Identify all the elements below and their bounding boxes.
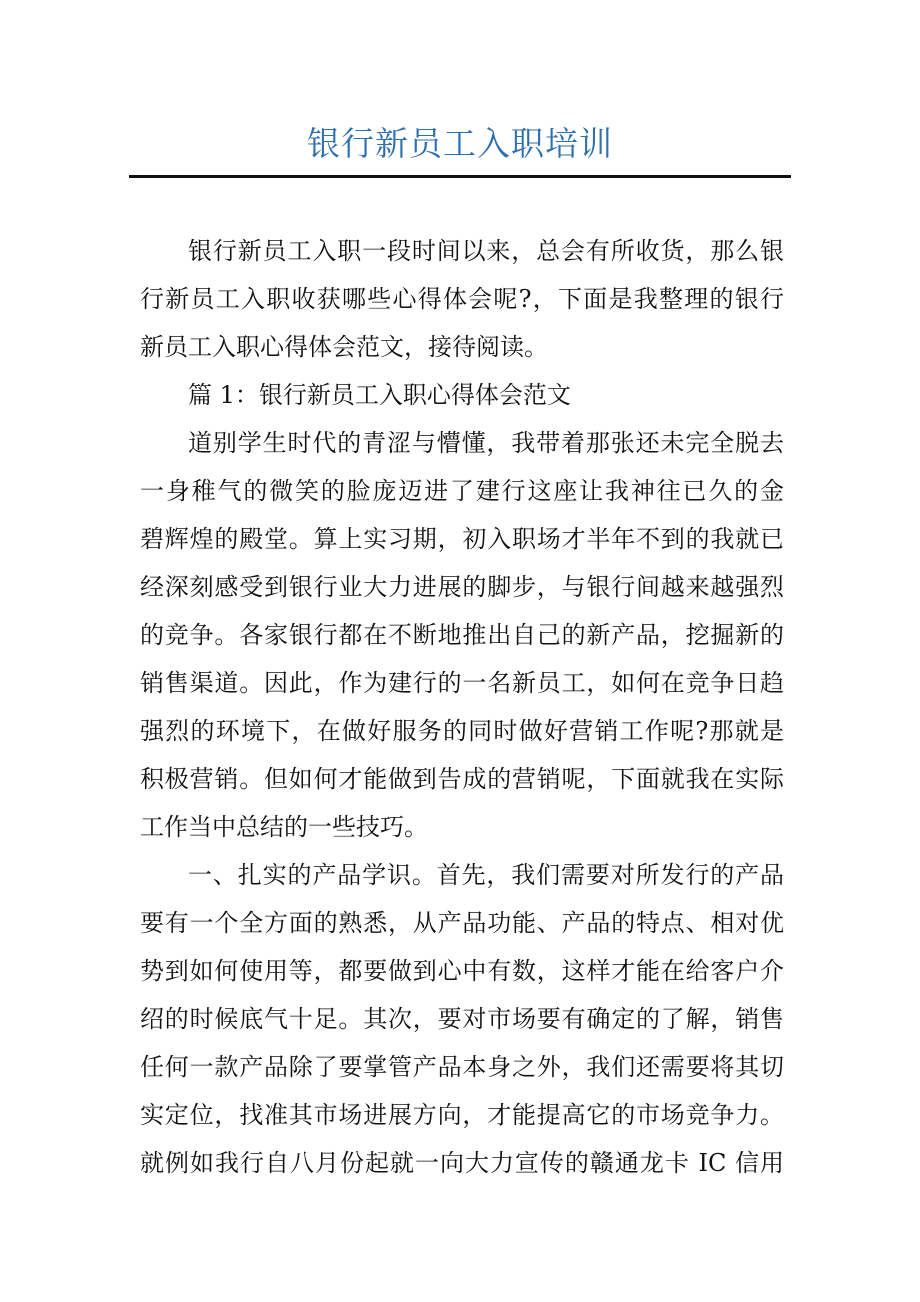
title-underline <box>129 175 791 178</box>
paragraph-line: 势到如何使用等，都要做到心中有数，这样才能在给客户介 <box>140 957 784 985</box>
document-title: 银行新员工入职培训 <box>307 124 613 163</box>
paragraph-line: 强烈的环境下，在做好服务的同时做好营销工作呢?那就是 <box>140 717 784 745</box>
paragraph-line: 一、扎实的产品学识。首先，我们需要对所发行的产品 <box>188 861 784 889</box>
paragraph-line: 要有一个全方面的熟悉，从产品功能、产品的特点、相对优 <box>140 909 784 937</box>
paragraph-line: 销售渠道。因此，作为建行的一名新员工，如何在竞争日趋 <box>140 669 784 697</box>
paragraph-line: 行新员工入职收获哪些心得体会呢?，下面是我整理的银行 <box>140 285 784 313</box>
paragraph-line: 积极营销。但如何才能做到告成的营销呢，下面就我在实际 <box>140 765 784 793</box>
paragraph-line: 工作当中总结的一些技巧。 <box>140 813 428 841</box>
paragraph-line: 银行新员工入职一段时间以来，总会有所收货，那么银 <box>188 237 784 265</box>
paragraph-line: 实定位，找准其市场进展方向，才能提高它的市场竞争力。 <box>140 1101 784 1129</box>
section-heading: 篇 1：银行新员工入职心得体会范文 <box>188 381 571 409</box>
paragraph-line: 的竞争。各家银行都在不断地推出自己的新产品，挖掘新的 <box>140 621 784 649</box>
document-body <box>140 227 784 1187</box>
paragraph-line: 经深刻感受到银行业大力进展的脚步，与银行间越来越强烈 <box>140 573 784 601</box>
paragraph-line: 绍的时候底气十足。其次，要对市场要有确定的了解，销售 <box>140 1005 784 1033</box>
paragraph-line: 碧辉煌的殿堂。算上实习期，初入职场才半年不到的我就已 <box>140 525 784 553</box>
paragraph-line: 一身稚气的微笑的脸庞迈进了建行这座让我神往已久的金 <box>140 477 784 505</box>
paragraph-line: 新员工入职心得体会范文，接待阅读。 <box>140 333 548 361</box>
paragraph-line: 道别学生时代的青涩与懵懂，我带着那张还未完全脱去 <box>188 429 784 457</box>
paragraph-line: 任何一款产品除了要掌管产品本身之外，我们还需要将其切 <box>140 1053 784 1081</box>
paragraph-line: 就例如我行自八月份起就一向大力宣传的赣通龙卡 IC 信用 <box>140 1149 784 1177</box>
